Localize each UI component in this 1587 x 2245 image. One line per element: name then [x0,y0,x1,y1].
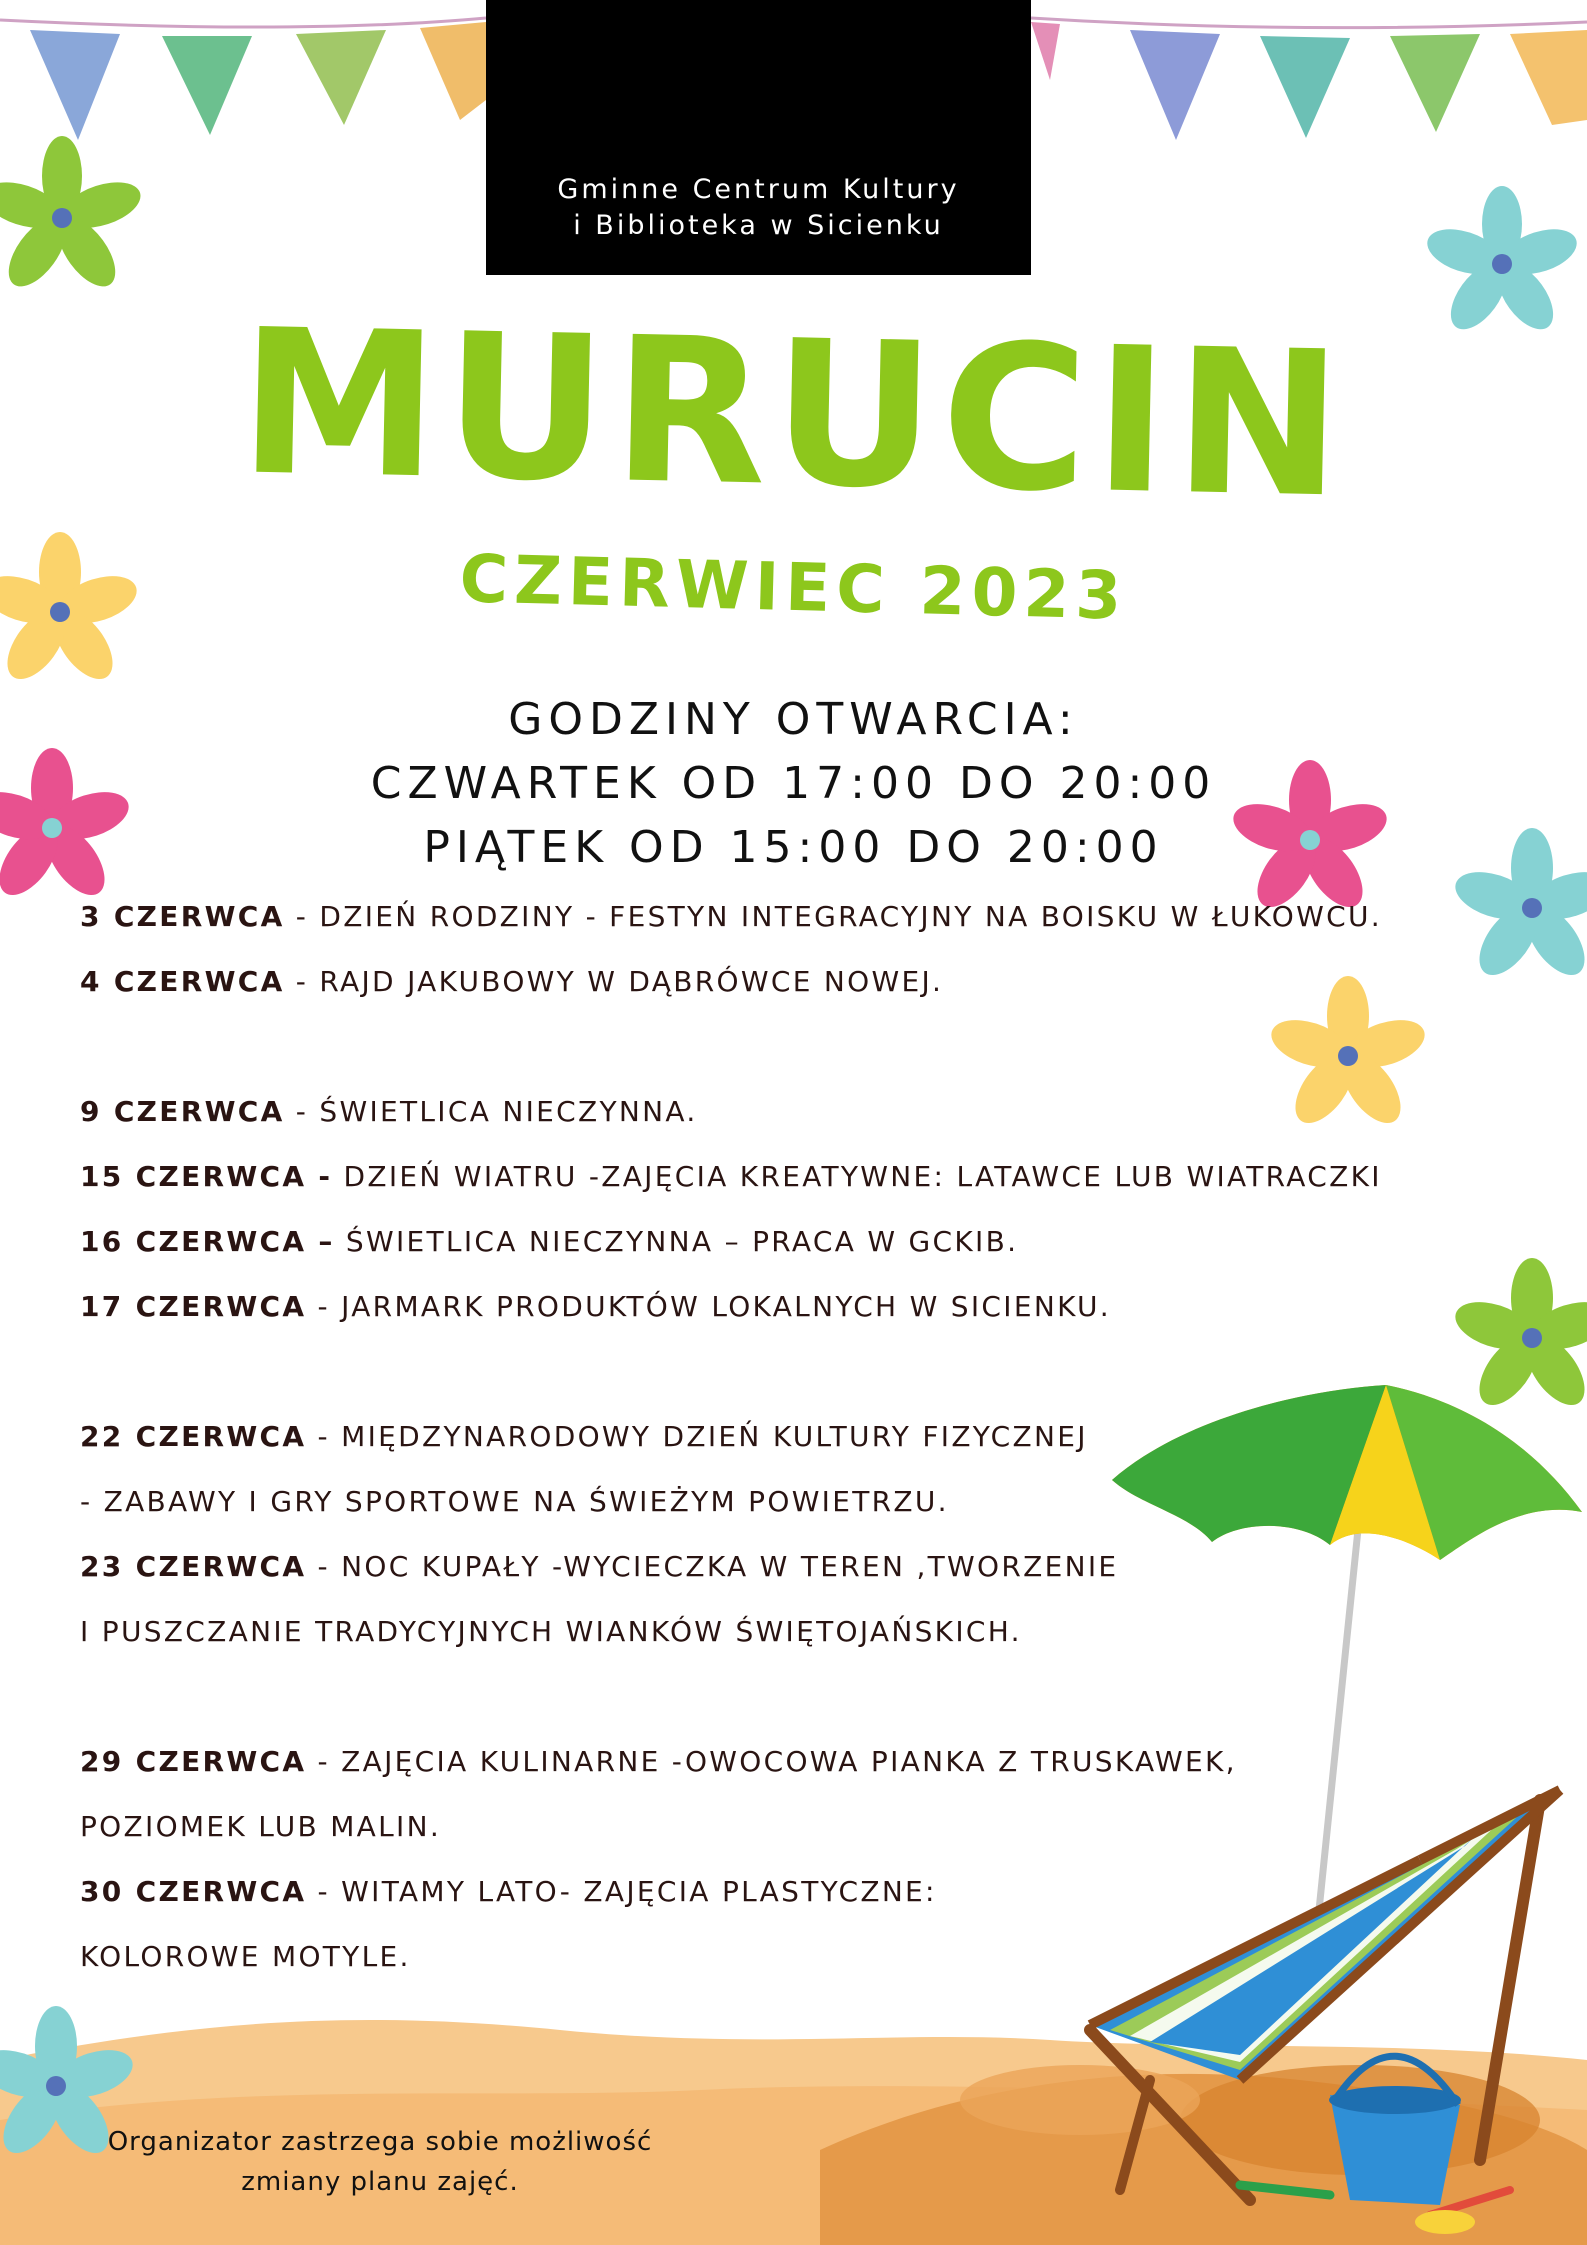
bunting-left [0,18,486,27]
event-item [80,1940,411,1973]
event-text: I PUSZCZANIE TRADYCYJNYCH WIANKÓW ŚWIĘTOJAŃSKICH. [80,1615,1022,1648]
event-text: - ZABAWY I GRY SPORTOWE NA ŚWIEŻYM POWIETRZU. [80,1485,949,1518]
event-text: DZIEŃ WIATRU -ZAJĘCIA KREATYWNE: LATAWCE LUB WIATRACZKI [332,1160,1382,1193]
opening-hours [0,688,1587,880]
flower-green-icon [0,136,146,296]
event-text: - ŚWIETLICA NIECZYNNA. [284,1095,698,1128]
event-text: - MIĘDZYNARODOWY DZIEŃ KULTURY FIZYCZNEJ [306,1420,1088,1453]
event-text: POZIOMEK LUB MALIN. [80,1810,442,1843]
event-text: ŚWIETLICA NIECZYNNA – PRACA W GCKIB. [334,1225,1019,1258]
event-text: - WITAMY LATO- ZAJĘCIA PLASTYCZNE: [306,1875,937,1908]
event-date: 29 CZERWCA [80,1745,307,1778]
event-date: 23 CZERWCA [80,1550,307,1583]
event-text: KOLOROWE MOTYLE. [80,1940,411,1973]
event-text: - ZAJĘCIA KULINARNE -OWOCOWA PIANKA Z TRUSKAWEK, [306,1745,1237,1778]
event-text: - JARMARK PRODUKTÓW LOKALNYCH W SICIENKU. [306,1290,1111,1323]
event-item [80,1225,1018,1258]
organizer-line-2: i Biblioteka w Sicienku [573,210,944,241]
event-item [80,1420,1088,1453]
event-text: - NOC KUPAŁY -WYCIECZKA W TEREN ,TWORZENIE [306,1550,1119,1583]
event-item [80,1290,1111,1323]
event-item [80,1745,1237,1778]
event-item [80,965,943,998]
event-item [80,1160,1382,1193]
footer-line-1: Organizator zastrzega sobie możliwość [107,2127,653,2157]
event-date: 30 CZERWCA [80,1875,307,1908]
organizer-box [486,0,1031,275]
event-item [80,1875,937,1908]
page-subtitle: CZERWIEC 2023 [458,540,1129,635]
event-item [80,900,1382,933]
event-item [80,1550,1118,1583]
event-text: - DZIEŃ RODZINY - FESTYN INTEGRACYJNY NA BOISKU W ŁUKOWCU. [284,900,1382,933]
footer-note [100,2122,660,2202]
event-item [80,1810,441,1843]
page-title: MURUCIN [236,286,1351,543]
footer-line-2: zmiany planu zajęć. [241,2167,519,2197]
flower-yellow-icon [1265,976,1430,1133]
event-date: 17 CZERWCA [80,1290,307,1323]
event-item [80,1615,1022,1648]
opening-hours-heading: GODZINY OTWARCIA: [508,694,1079,745]
event-date: 4 CZERWCA [80,965,285,998]
event-date: 9 CZERWCA [80,1095,285,1128]
event-date: 15 CZERWCA - [80,1160,333,1193]
organizer-name [486,172,1031,244]
event-date: 3 CZERWCA [80,900,285,933]
event-date: 22 CZERWCA [80,1420,307,1453]
event-item [80,1095,698,1128]
event-item [80,1485,949,1518]
opening-hours-thursday: CZWARTEK OD 17:00 DO 20:00 [370,758,1217,809]
event-date: 16 CZERWCA – [80,1225,335,1258]
event-text: - RAJD JAKUBOWY W DĄBRÓWCE NOWEJ. [284,965,944,998]
bunting-right [1031,18,1587,28]
organizer-line-1: Gminne Centrum Kultury [557,174,960,205]
flower-green-icon [1449,1258,1587,1415]
opening-hours-friday: PIĄTEK OD 15:00 DO 20:00 [423,822,1164,873]
